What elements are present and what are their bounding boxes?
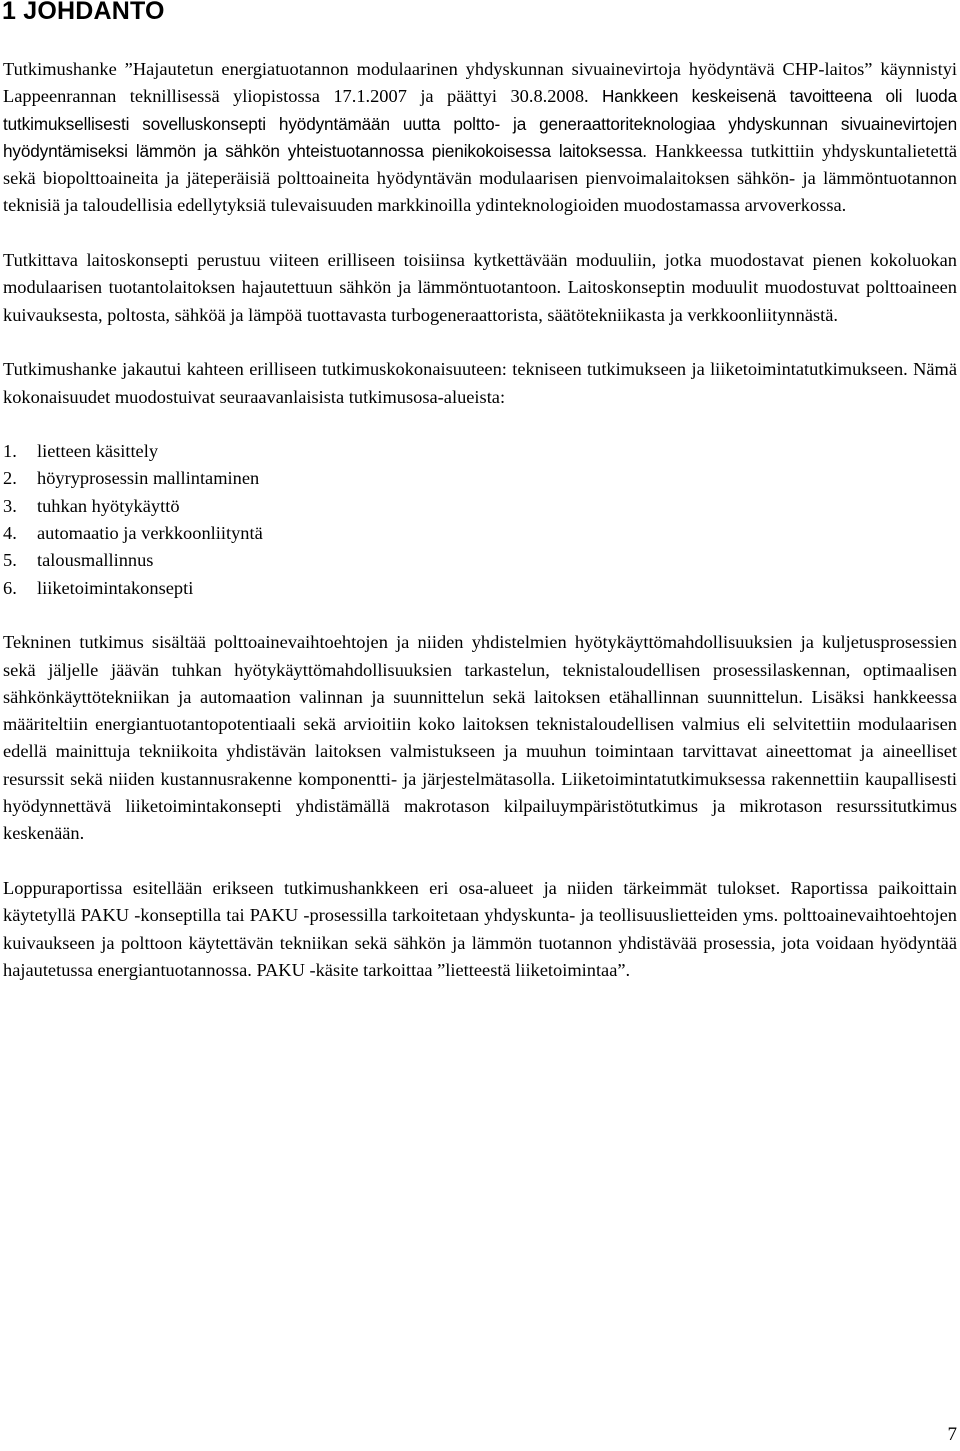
list-item-text: liiketoimintakonsepti bbox=[37, 577, 194, 598]
list-item-text: tuhkan hyötykäyttö bbox=[37, 495, 180, 516]
paragraph-intro-start: Tutkimushanke ”Hajautetun energiatuotannon modulaarinen yhdyskunnan sivuainevirtoja hyödyntävä CHP-laitos” käynnistyi Lappeenrannan teknillisessä yliopistossa 17.1.2007 ja päättyi 30.8.2008. bbox=[3, 59, 957, 107]
paragraph-concept: Tutkittava laitoskonsepti perustuu viiteen erilliseen toisiinsa kytkettävään moduuliin, jotka muodostavat pienen kokoluokan modulaarisen tuotantolaitoksen hajautettuun sähkön ja lämmöntuotantoon. Laitoskonseptin moduulit muodostuvat polttoaineen kuivauksesta, poltosta, sähköä ja lämpöä tuottavasta turbogeneraattorista, säätötekniikasta ja verkkoonliitynnästä. bbox=[3, 250, 957, 325]
list-item-text: automaatio ja verkkoonliityntä bbox=[37, 523, 263, 544]
section-heading: 1 JOHDANTO bbox=[2, 0, 165, 25]
list-item-number: 1. bbox=[3, 441, 17, 462]
list-item-number: 3. bbox=[3, 495, 17, 516]
page-number: 7 bbox=[947, 1424, 957, 1445]
list-item-text: höyryprosessin mallintaminen bbox=[37, 468, 260, 489]
list-item bbox=[3, 575, 957, 602]
list-item bbox=[3, 547, 957, 574]
list-item-number: 5. bbox=[3, 550, 17, 571]
list-item-text: talousmallinnus bbox=[37, 550, 154, 571]
paragraph-structure: Tutkimushanke jakautui kahteen erilliseen tutkimuskokonaisuuteen: tekniseen tutkimukseen ja liiketoimintatutkimukseen. Nämä kokonaisuudet muodostuivat seuraavanlaisista tutkimusosa-alueista: bbox=[3, 359, 957, 407]
list-item bbox=[3, 493, 957, 520]
list-item-text: lietteen käsittely bbox=[37, 441, 159, 462]
research-areas-list bbox=[3, 438, 957, 602]
paragraph-final-report: Loppuraportissa esitellään erikseen tutkimushankkeen eri osa-alueet ja niiden tärkeimmät tulokset. Raportissa paikoittain käytetyllä PAKU -konseptilla tai PAKU -prosessilla tarkoitetaan yhdyskunta- ja teollisuuslietteiden yms. polttoainevaihtoehtojen kuivaukseen ja polttoon käytettävän tekniikan sekä sähkön ja lämmön tuotannon yhdistävää prosessia, jota voidaan hyödyntää hajautetussa energiantuotannossa. PAKU -käsite tarkoittaa ”lietteestä liiketoimintaa”. bbox=[3, 877, 957, 980]
paragraph-intro-end: Hankkeessa tutkittiin yhdyskuntalietettä sekä biopolttoaineita ja jäteperäisiä polttoaineita hyödyntävän modulaarisen pienvoimalaitoksen sähkön- ja lämmöntuotannon teknisiä ja taloudellisia edellytyksiä tulevaisuuden markkinoilla ydinteknologioiden muodostamassa arvoverkossa. bbox=[3, 140, 957, 216]
list-item bbox=[3, 520, 957, 547]
paragraph-intro bbox=[3, 56, 957, 220]
list-item-number: 4. bbox=[3, 523, 17, 544]
list-item bbox=[3, 465, 957, 492]
list-item bbox=[3, 438, 957, 465]
list-item-number: 2. bbox=[3, 468, 17, 489]
body-text bbox=[3, 56, 957, 984]
list-item-number: 6. bbox=[3, 577, 17, 598]
paragraph-technical-research: Tekninen tutkimus sisältää polttoainevaihtoehtojen ja niiden yhdistelmien hyötykäyttömahdollisuuksien ja kuljetusprosessien sekä jäljelle jäävän tuhkan hyötykäyttömahdollisuuksien tarkastelun, teknistaloudellisen prosessilaskennan, optimaalisen sähkönkäyttötekniikan ja automaation valinnan ja suunnittelun sekä laitoksen etähallinnan suunnittelun. Lisäksi hankkeessa määriteltiin energiantuotantopotentiaali sekä arvioitiin koko laitoksen teknistaloudellisen valmius eli selvitettiin modulaarisen edellä mainittuja tekniikoita yhdistävän laitoksen valmistukseen ja muuhun toimintaan tarvittavat aineettomat ja aineelliset resurssit sekä niiden kustannusrakenne komponentti- ja järjestelmätasolla. Liiketoimintatutkimuksessa rakennettiin kaupallisesti hyödynnettävä liiketoimintakonsepti yhdistämällä makrotason kilpailuympäristötutkimus ja mikrotason resurssitutkimus keskenään. bbox=[3, 632, 957, 844]
paragraph-intro-goal: Hankkeen keskeisenä tavoitteena oli luoda tutkimuksellisesti sovelluskonsepti hyödyntämään uutta poltto- ja generaattoriteknologiaa yhdyskunnan sivuainevirtojen hyödyntämiseksi lämmön ja sähkön yhteistuotannossa pienikokoisessa laitoksessa. bbox=[3, 86, 957, 161]
